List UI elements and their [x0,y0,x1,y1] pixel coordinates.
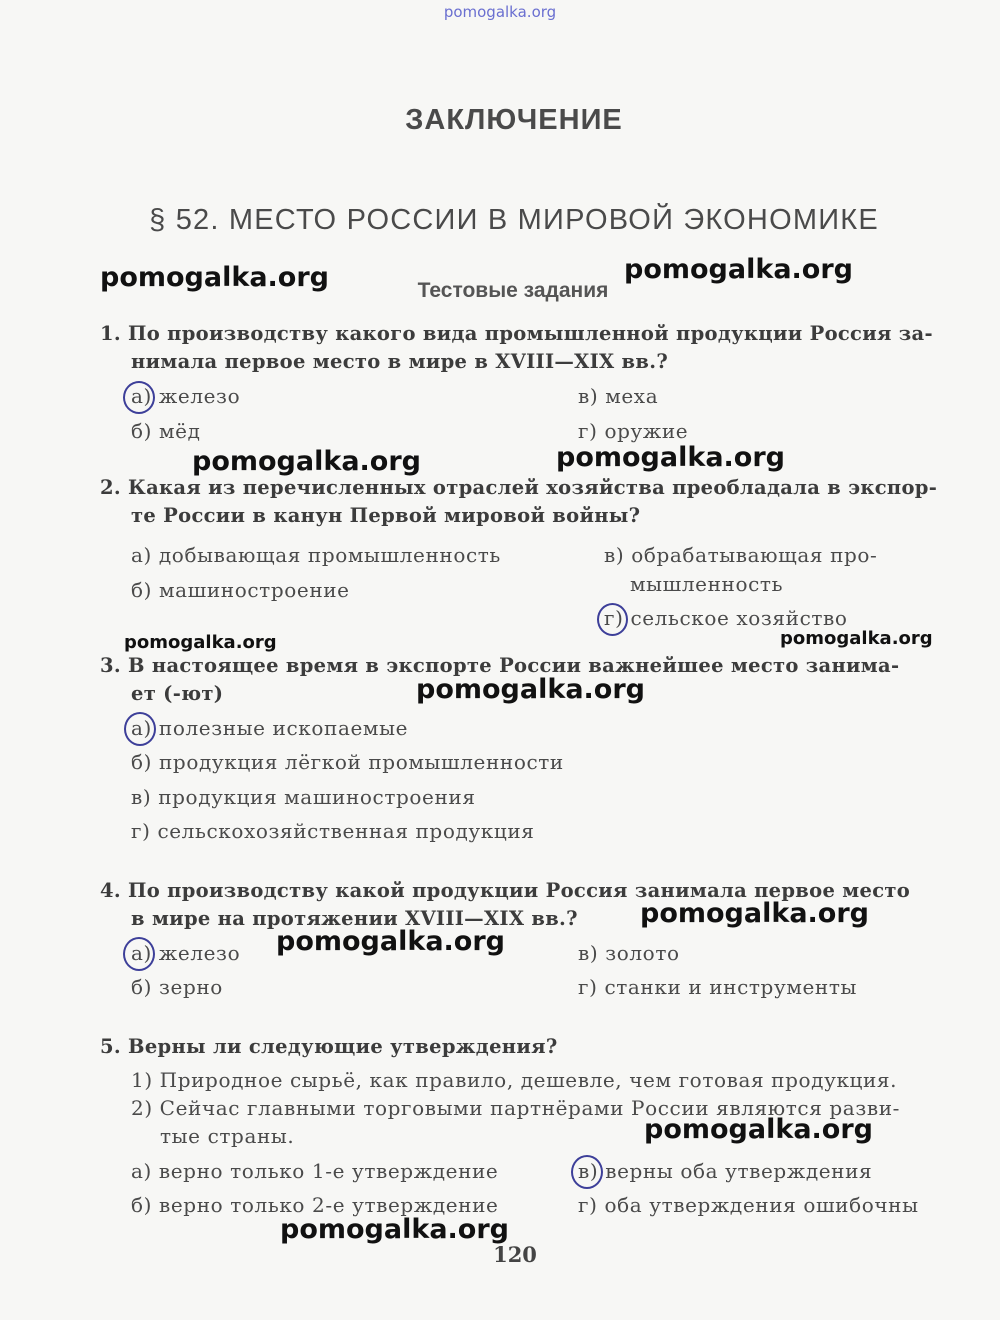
question-3-line-1: 3. В настоящее время в экспорте России важнейшее место занима- [100,654,900,677]
chapter-title: ЗАКЛЮЧЕНИЕ [405,104,623,136]
q5-statement-2-cont: тые страны. [160,1124,295,1148]
q5-option-g: г) оба утверждения ошибочны [578,1193,919,1217]
q1-option-a: а) железо [131,384,241,408]
section-title: § 52. МЕСТО РОССИИ В МИРОВОЙ ЭКОНОМИКЕ [149,204,879,236]
watermark-9: pomogalka.org [276,926,505,957]
watermark-3: pomogalka.org [192,446,421,477]
answer-circle-q4 [123,937,155,971]
q5-statement-1: 1) Природное сырьё, как правило, дешевле, чем готовая продукция. [131,1068,898,1092]
question-1-line-1: 1. По производству какого вида промышленной продукции Россия за- [100,322,933,345]
q2-option-v: в) обрабатывающая про- [604,543,878,567]
answer-circle-q1 [123,381,155,414]
q2-option-g: г) сельское хозяйство [604,606,848,630]
watermark-10: pomogalka.org [644,1114,873,1145]
q5-option-a: а) верно только 1-е утверждение [131,1159,499,1183]
page-number: 120 [493,1242,537,1267]
q4-option-v: в) золото [578,941,680,965]
question-3-line-2: ет (-ют) [131,682,224,705]
question-5-line-1: 5. Верны ли следующие утверждения? [100,1035,558,1058]
q3-option-g: г) сельскохозяйственная продукция [131,819,535,843]
q2-option-a: а) добывающая промышленность [131,543,501,567]
q3-option-b: б) продукция лёгкой промышленности [131,750,564,774]
q4-option-b: б) зерно [131,975,223,999]
question-2-line-2: те России в канун Первой мировой войны? [131,504,641,527]
watermark-5: pomogalka.org [124,632,277,653]
q3-option-v: в) продукция машиностроения [131,785,476,809]
q1-option-g: г) оружие [578,419,689,443]
watermark-11: pomogalka.org [280,1214,509,1245]
q5-option-b: б) верно только 2-е утверждение [131,1193,499,1217]
watermark-8: pomogalka.org [640,898,869,929]
q1-option-b: б) мёд [131,419,201,443]
question-4-line-2: в мире на протяжении XVIII—XIX вв.? [131,907,578,930]
question-1-line-2: нимала первое место в мире в XVIII—XIX вв.? [131,350,669,373]
answer-circle-q5 [571,1155,603,1189]
question-4-line-1: 4. По производству какой продукции Россия занимала первое место [100,879,911,902]
q4-option-a: а) железо [131,941,241,965]
watermark-2: pomogalka.org [624,254,853,285]
subtitle: Тестовые задания [417,279,609,302]
answer-circle-q3 [124,712,156,746]
watermark-7: pomogalka.org [416,674,645,705]
watermark-4: pomogalka.org [556,442,785,473]
q2-option-v-cont: мышленность [630,572,784,596]
watermark-1: pomogalka.org [100,262,329,293]
q3-option-a: а) полезные ископаемые [131,716,409,740]
watermark-6: pomogalka.org [780,628,933,649]
q5-statement-2: 2) Сейчас главными торговыми партнёрами России являются разви- [131,1096,900,1120]
q4-option-g: г) станки и инструменты [578,975,858,999]
question-2-line-1: 2. Какая из перечисленных отраслей хозяйства преобладала в экспор- [100,476,938,499]
top-watermark: pomogalka.org [443,3,557,21]
answer-circle-q2 [597,603,628,636]
q1-option-v: в) меха [578,384,659,408]
q2-option-b: б) машиностроение [131,578,350,602]
q5-option-v: в) верны оба утверждения [578,1159,873,1183]
